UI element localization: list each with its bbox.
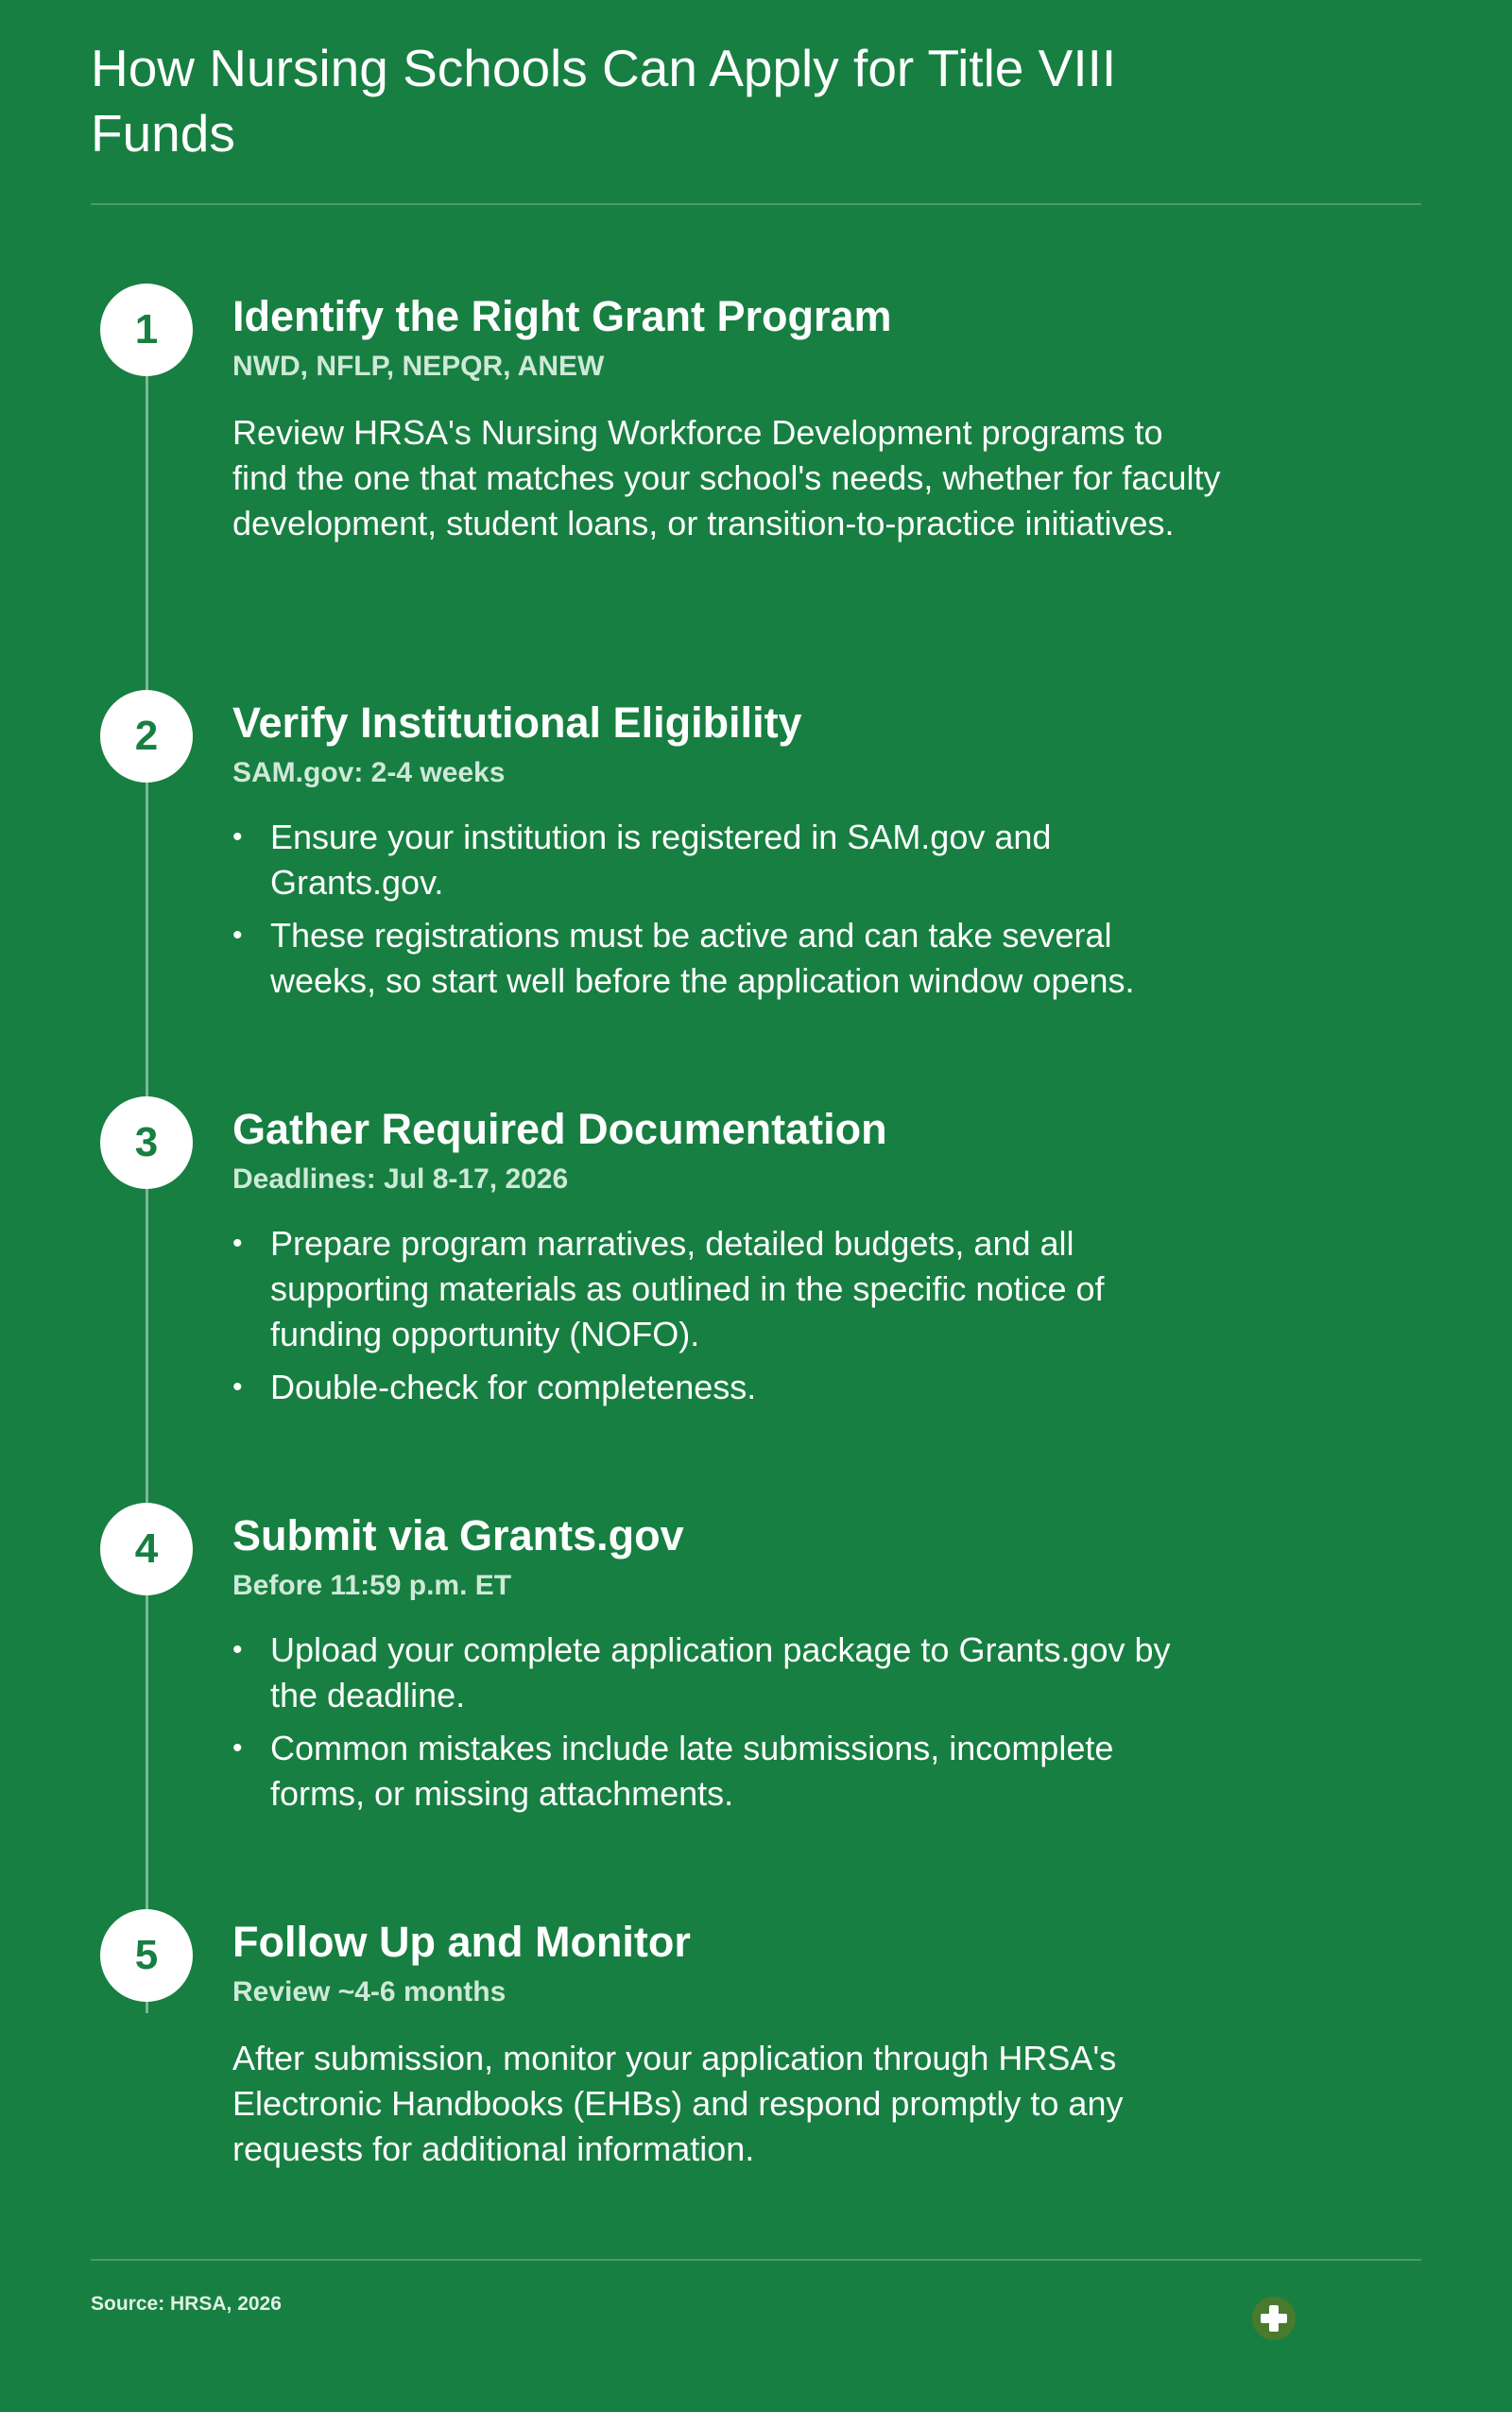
header-divider bbox=[91, 203, 1421, 205]
step-number-badge: 3 bbox=[100, 1096, 193, 1189]
step-bullet-list bbox=[232, 1221, 1159, 1410]
step-content bbox=[232, 1508, 1234, 1824]
step-number-badge: 4 bbox=[100, 1503, 193, 1595]
list-item: • Upload your complete application package to Grants.gov by the deadline. bbox=[232, 1628, 1177, 1718]
step-title: Verify Institutional Eligibility bbox=[232, 698, 802, 747]
step-bullet-list bbox=[232, 1628, 1177, 1817]
step-subtitle: Review ~4-6 months bbox=[232, 1976, 507, 2007]
medical-cross-icon bbox=[1252, 2297, 1296, 2340]
step-title: Follow Up and Monitor bbox=[232, 1918, 691, 1966]
list-item: • Prepare program narratives, detailed budgets, and all supporting materials as outlined in the specific notice of funding opportunity (NOFO). bbox=[232, 1221, 1159, 1357]
list-item: • Common mistakes include late submissions, incomplete forms, or missing attachments. bbox=[232, 1726, 1177, 1817]
step-content bbox=[232, 289, 1234, 546]
cross-horizontal-bar bbox=[1261, 2314, 1287, 2323]
step-description: After submission, monitor your application through HRSA's Electronic Handbooks (EHBs) and respond promptly to any requests for additional information. bbox=[232, 2039, 1124, 2168]
step-description: Review HRSA's Nursing Workforce Development programs to find the one that matches your school's needs, whether for faculty development, student loans, or transition-to-practice initiatives. bbox=[232, 413, 1221, 543]
step-title: Identify the Right Grant Program bbox=[232, 292, 892, 340]
list-item: • Double-check for completeness. bbox=[232, 1365, 1159, 1410]
step-content bbox=[232, 696, 1234, 1011]
step-subtitle: Deadlines: Jul 8-17, 2026 bbox=[232, 1163, 569, 1195]
footer-divider bbox=[91, 2259, 1421, 2261]
step-content bbox=[232, 1102, 1234, 1418]
step-content bbox=[232, 1915, 1234, 2172]
source-credit: Source: HRSA, 2026 bbox=[91, 2293, 282, 2315]
list-item: • These registrations must be active and can take several weeks, so start well before the application window opens. bbox=[232, 913, 1177, 1004]
step-subtitle: NWD, NFLP, NEPQR, ANEW bbox=[232, 351, 605, 382]
step-subtitle: Before 11:59 p.m. ET bbox=[232, 1570, 512, 1601]
step-number-badge: 1 bbox=[100, 284, 193, 376]
list-item: • Ensure your institution is registered in SAM.gov and Grants.gov. bbox=[232, 815, 1177, 905]
step-bullet-list bbox=[232, 815, 1177, 1004]
step-title: Submit via Grants.gov bbox=[232, 1511, 684, 1559]
step-title: Gather Required Documentation bbox=[232, 1105, 887, 1153]
step-subtitle: SAM.gov: 2-4 weeks bbox=[232, 757, 506, 788]
page-title: How Nursing Schools Can Apply for Title VIII Funds bbox=[91, 39, 1117, 163]
step-number-badge: 2 bbox=[100, 690, 193, 783]
step-number-badge: 5 bbox=[100, 1909, 193, 2002]
